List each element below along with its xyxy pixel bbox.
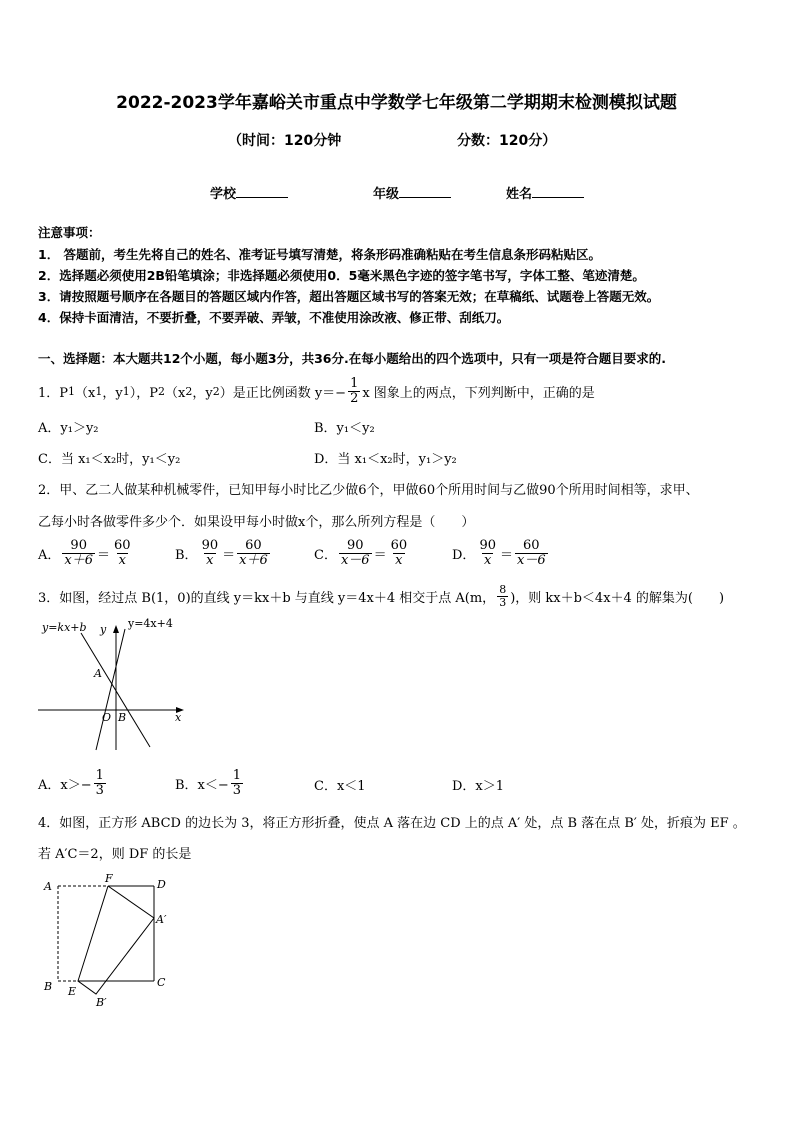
line-4x-plus-4: [96, 629, 125, 750]
q1-text: ，y: [102, 385, 123, 401]
label-b-prime: B′: [96, 996, 107, 1009]
q3-figure: [36, 615, 196, 755]
q2-option-d: D． $\frac{90}{x}$ ＝ $\frac{60}{x-6}$: [452, 537, 546, 568]
q1-option-d: D．当 x₁＜x₂时，y₁＞y₂: [314, 452, 457, 467]
q3-option-c: C．x＜1: [314, 779, 366, 794]
label-line-4x-4: y=4x+4: [128, 617, 173, 630]
label-y: y: [100, 623, 107, 636]
q1-text: ，y: [192, 385, 213, 401]
grade-blank: [399, 185, 451, 198]
label-e: E: [68, 985, 77, 998]
q2-option-a: A． $\frac{90}{x+6}$ ＝ $\frac{60}{x}$: [38, 537, 131, 568]
label-x: x: [175, 711, 182, 724]
question-3: [38, 578, 724, 614]
q3-text: )，则 kx＋b＜4x＋4 的解集为( ): [510, 590, 725, 606]
label-line-kx-b: y=kx+b: [42, 621, 87, 634]
q1-option-a: A．y₁＞y₂: [38, 421, 99, 436]
q1-option-c: C．当 x₁＜x₂时，y₁＜y₂: [38, 452, 181, 467]
name-label: 姓名: [506, 187, 533, 202]
q3-text: 3．如图，经过点 B(1，0)的直线 y＝kx＋b 与直线 y＝4x＋4 相交于点 A(m，: [38, 590, 496, 606]
exam-score: 分数：120分）: [457, 133, 557, 149]
label-c: C: [157, 976, 166, 989]
exam-time: （时间：120分钟: [228, 133, 342, 149]
label-a-prime: A′: [156, 913, 167, 926]
q1-fraction: $\frac{1}{2}$: [350, 375, 359, 406]
y-axis-arrow-icon: [113, 625, 119, 633]
question-1: 1．P 1 （x 1 ，y 1 ），P 2 （x 2 ，y 2 ）是正比例函数 y＝− $\frac{1}{2}$ x 图象上的两点，下列判断中，正确的是: [38, 375, 595, 406]
school-field: [210, 183, 288, 202]
q1-text: （x: [164, 385, 186, 401]
name-blank: [532, 185, 584, 198]
grade-label: 年级: [373, 187, 400, 202]
label-f: F: [105, 872, 113, 885]
notice-item-2: 2．选择题必须使用2B铅笔填涂；非选择题必须使用0．5毫米黑色字迹的签字笔书写，字体工整、笔迹清楚。: [38, 268, 645, 283]
school-blank: [236, 185, 288, 198]
folded-shape: [78, 886, 154, 994]
label-origin-o: O: [102, 711, 112, 724]
notice-item-4: 4．保持卡面清洁，不要折叠，不要弄破、弄皱，不准使用涂改液、修正带、刮纸刀。: [38, 310, 510, 325]
grade-field: [373, 183, 451, 202]
notice-heading: 注意事项：: [38, 225, 101, 240]
label-point-b: B: [118, 711, 127, 724]
q3-option-d: D．x＞1: [452, 779, 505, 794]
section-heading: 一、选择题：本大题共12个小题，每小题3分，共36分.在每小题给出的四个选项中，只有一项是符合题目要求的.: [38, 351, 666, 366]
q4-line-2: 若 A′C＝2，则 DF 的长是: [38, 847, 192, 862]
q1-text: 1．P: [38, 385, 69, 401]
q2-line-2: 乙每小时各做零件多少个．如果设甲每小时做x个，那么所列方程是（ ）: [38, 515, 475, 530]
label-d: D: [157, 878, 166, 891]
name-field: [506, 183, 584, 202]
q4-figure: [38, 872, 178, 1012]
page-title: 2022-2023学年嘉峪关市重点中学数学七年级第二学期期末检测模拟试题: [116, 93, 677, 113]
q4-line-1: 4．如图，正方形 ABCD 的边长为 3，将正方形折叠，使点 A 落在边 CD 上的点 A′ 处，点 B 落在点 B′ 处，折痕为 EF 。: [38, 816, 746, 831]
notice-item-3: 3．请按照题号顺序在各题目的答题区域内作答，超出答题区域书写的答案无效；在草稿纸、试题卷上答题无效。: [38, 289, 660, 304]
q1-text: （x: [75, 385, 96, 401]
q1-text: x 图象上的两点，下列判断中，正确的是: [362, 385, 595, 401]
label-a: A: [44, 880, 52, 893]
school-label: 学校: [210, 187, 237, 202]
q1-option-b: B．y₁＜y₂: [314, 421, 375, 436]
q2-line-1: 2．甲、乙二人做某种机械零件，已知甲每小时比乙少做6个，甲做60个所用时间与乙做90个所用时间相等，求甲、: [38, 483, 699, 498]
q3-option-b: B．x＜− $\frac{1}{3}$: [175, 767, 242, 798]
q3-fraction: $\frac{8}{3}$: [499, 582, 507, 609]
label-b: B: [44, 980, 53, 993]
q1-text: ），P: [129, 385, 158, 401]
q1-text: ）是正比例函数 y＝−: [219, 385, 347, 401]
q3-option-a: A．x＞− $\frac{1}{3}$: [38, 767, 104, 798]
notice-item-1: 1． 答题前，考生先将自己的姓名、准考证号填写清楚，将条形码准确粘贴在考生信息条形码粘贴区。: [38, 247, 602, 262]
q2-option-c: C． $\frac{90}{x-6}$ ＝ $\frac{60}{x}$: [314, 537, 408, 568]
label-point-a: A: [94, 667, 102, 680]
q2-option-b: B． $\frac{90}{x}$ ＝ $\frac{60}{x+6}$: [175, 537, 268, 568]
